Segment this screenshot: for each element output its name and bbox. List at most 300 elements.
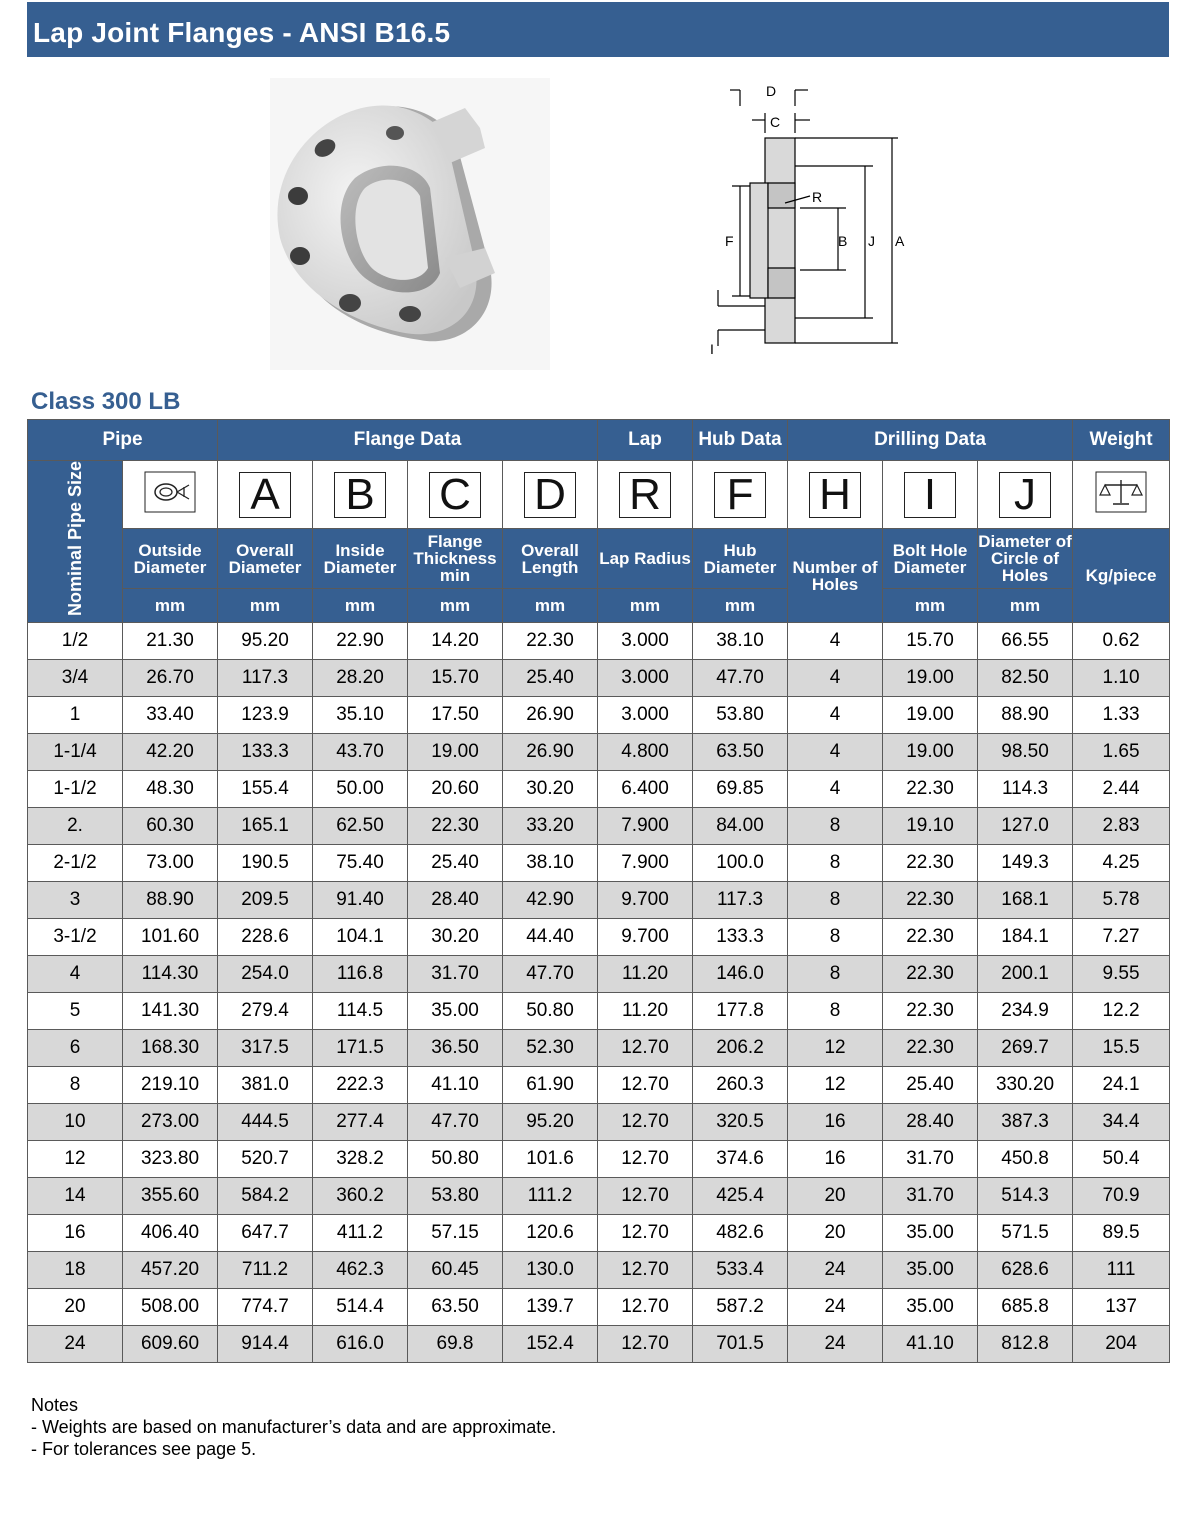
- table-cell: 12.70: [598, 1326, 693, 1363]
- table-cell: 100.0: [693, 845, 788, 882]
- table-cell: 571.5: [978, 1215, 1073, 1252]
- table-cell: 168.1: [978, 882, 1073, 919]
- notes: [31, 1394, 556, 1460]
- symbol-c: C: [429, 472, 481, 518]
- dim-label-i: I: [710, 341, 714, 357]
- table-cell: 14.20: [408, 623, 503, 660]
- table-cell: 10: [28, 1104, 123, 1141]
- table-cell: 53.80: [408, 1178, 503, 1215]
- table-cell: 8: [28, 1067, 123, 1104]
- table-cell: 66.55: [978, 623, 1073, 660]
- table-cell: 19.00: [408, 734, 503, 771]
- table-cell: 31.70: [883, 1178, 978, 1215]
- table-cell: 8: [788, 845, 883, 882]
- table-cell: 168.30: [123, 1030, 218, 1067]
- table-cell: 95.20: [218, 623, 313, 660]
- table-cell: 3/4: [28, 660, 123, 697]
- table-cell: 101.6: [503, 1141, 598, 1178]
- table-cell: 323.80: [123, 1141, 218, 1178]
- table-cell: 317.5: [218, 1030, 313, 1067]
- table-cell: 533.4: [693, 1252, 788, 1289]
- symbol-c-cell: [408, 461, 503, 529]
- table-cell: 88.90: [123, 882, 218, 919]
- kg-piece-header: Kg/piece: [1073, 529, 1170, 623]
- table-cell: 17.50: [408, 697, 503, 734]
- table-cell: 34.4: [1073, 1104, 1170, 1141]
- table-cell: 514.3: [978, 1178, 1073, 1215]
- table-cell: 774.7: [218, 1289, 313, 1326]
- table-cell: 171.5: [313, 1030, 408, 1067]
- table-cell: 1.33: [1073, 697, 1170, 734]
- table-cell: 22.30: [883, 771, 978, 808]
- scale-icon: [1095, 471, 1147, 513]
- table-cell: 28.40: [408, 882, 503, 919]
- symbol-d-cell: [503, 461, 598, 529]
- table-row: [28, 1067, 1170, 1104]
- flange-spec-table: [27, 419, 1170, 1363]
- table-cell: 381.0: [218, 1067, 313, 1104]
- table-cell: 2.: [28, 808, 123, 845]
- table-cell: 19.00: [883, 697, 978, 734]
- nominal-pipe-size-header: [28, 461, 123, 623]
- group-header-flange: Flange Data: [218, 420, 598, 461]
- table-cell: 3: [28, 882, 123, 919]
- symbol-r: R: [619, 472, 671, 518]
- table-cell: 111: [1073, 1252, 1170, 1289]
- outside-diameter-header: Outside Diameter: [123, 529, 218, 589]
- bolt-hole-diameter-header: Bolt Hole Diameter: [883, 529, 978, 589]
- table-cell: 6: [28, 1030, 123, 1067]
- table-cell: 47.70: [408, 1104, 503, 1141]
- table-cell: 47.70: [693, 660, 788, 697]
- table-body: [28, 623, 1170, 1363]
- table-cell: 120.6: [503, 1215, 598, 1252]
- table-cell: 5.78: [1073, 882, 1170, 919]
- dim-label-j: J: [868, 233, 875, 249]
- table-cell: 12.70: [598, 1178, 693, 1215]
- table-cell: 1.10: [1073, 660, 1170, 697]
- table-cell: 16: [788, 1104, 883, 1141]
- table-cell: 25.40: [883, 1067, 978, 1104]
- table-cell: 8: [788, 808, 883, 845]
- table-cell: 1.65: [1073, 734, 1170, 771]
- table-cell: 146.0: [693, 956, 788, 993]
- table-cell: 609.60: [123, 1326, 218, 1363]
- table-cell: 47.70: [503, 956, 598, 993]
- diameter-circle-header: Diameter of Circle of Holes: [978, 529, 1073, 589]
- table-cell: 3-1/2: [28, 919, 123, 956]
- table-cell: 43.70: [313, 734, 408, 771]
- table-cell: 260.3: [693, 1067, 788, 1104]
- table-cell: 155.4: [218, 771, 313, 808]
- table-row: [28, 1141, 1170, 1178]
- table-cell: 1/2: [28, 623, 123, 660]
- table-cell: 204: [1073, 1326, 1170, 1363]
- table-cell: 4: [28, 956, 123, 993]
- table-cell: 28.40: [883, 1104, 978, 1141]
- flange-illustration: [270, 78, 550, 370]
- table-cell: 200.1: [978, 956, 1073, 993]
- table-cell: 41.10: [408, 1067, 503, 1104]
- table-cell: 425.4: [693, 1178, 788, 1215]
- table-cell: 114.3: [978, 771, 1073, 808]
- table-cell: 3.000: [598, 660, 693, 697]
- table-cell: 35.00: [408, 993, 503, 1030]
- table-cell: 19.10: [883, 808, 978, 845]
- table-cell: 328.2: [313, 1141, 408, 1178]
- table-cell: 57.15: [408, 1215, 503, 1252]
- table-cell: 141.30: [123, 993, 218, 1030]
- number-of-holes-header: Number of Holes: [788, 529, 883, 623]
- table-cell: 4.25: [1073, 845, 1170, 882]
- symbol-i: I: [904, 472, 956, 518]
- table-cell: 3.000: [598, 623, 693, 660]
- table-cell: 6.400: [598, 771, 693, 808]
- unit-bolt-hole-diameter: mm: [883, 589, 978, 623]
- table-cell: 462.3: [313, 1252, 408, 1289]
- table-row: [28, 808, 1170, 845]
- table-cell: 114.30: [123, 956, 218, 993]
- unit-overall-length: mm: [503, 589, 598, 623]
- table-cell: 22.30: [883, 919, 978, 956]
- table-cell: 22.30: [883, 882, 978, 919]
- table-cell: 914.4: [218, 1326, 313, 1363]
- table-cell: 30.20: [503, 771, 598, 808]
- table-cell: 44.40: [503, 919, 598, 956]
- table-cell: 26.90: [503, 697, 598, 734]
- table-cell: 616.0: [313, 1326, 408, 1363]
- table-cell: 84.00: [693, 808, 788, 845]
- table-cell: 1: [28, 697, 123, 734]
- table-row: [28, 697, 1170, 734]
- table-row: [28, 1252, 1170, 1289]
- symbol-h: H: [809, 472, 861, 518]
- table-cell: 16: [788, 1141, 883, 1178]
- table-cell: 22.30: [883, 1030, 978, 1067]
- table-cell: 355.60: [123, 1178, 218, 1215]
- table-cell: 273.00: [123, 1104, 218, 1141]
- table-cell: 11.20: [598, 993, 693, 1030]
- table-cell: 18: [28, 1252, 123, 1289]
- table-cell: 60.30: [123, 808, 218, 845]
- table-cell: 35.00: [883, 1215, 978, 1252]
- table-cell: 234.9: [978, 993, 1073, 1030]
- nominal-pipe-size-label: Nominal Pipe Size: [65, 461, 85, 617]
- table-cell: 9.700: [598, 919, 693, 956]
- table-cell: 22.30: [883, 956, 978, 993]
- table-cell: 701.5: [693, 1326, 788, 1363]
- class-label: Class 300 LB: [31, 388, 181, 415]
- dim-label-f: F: [725, 233, 734, 249]
- table-cell: 33.20: [503, 808, 598, 845]
- title-bar: [27, 2, 1169, 57]
- table-cell: 406.40: [123, 1215, 218, 1252]
- table-row: [28, 919, 1170, 956]
- table-cell: 9.700: [598, 882, 693, 919]
- table-cell: 19.00: [883, 660, 978, 697]
- table-cell: 117.3: [693, 882, 788, 919]
- table-cell: 63.50: [693, 734, 788, 771]
- table-cell: 9.55: [1073, 956, 1170, 993]
- table-cell: 26.70: [123, 660, 218, 697]
- table-cell: 139.7: [503, 1289, 598, 1326]
- table-cell: 177.8: [693, 993, 788, 1030]
- table-cell: 101.60: [123, 919, 218, 956]
- table-cell: 450.8: [978, 1141, 1073, 1178]
- pipe-gauge-icon: [144, 471, 196, 513]
- table-cell: 12.2: [1073, 993, 1170, 1030]
- table-cell: 69.85: [693, 771, 788, 808]
- dim-label-r: R: [812, 189, 823, 205]
- table-cell: 31.70: [883, 1141, 978, 1178]
- table-cell: 22.30: [883, 845, 978, 882]
- unit-lap-radius: mm: [598, 589, 693, 623]
- table-cell: 647.7: [218, 1215, 313, 1252]
- symbol-i-cell: [883, 461, 978, 529]
- table-cell: 587.2: [693, 1289, 788, 1326]
- table-cell: 63.50: [408, 1289, 503, 1326]
- table-cell: 1-1/2: [28, 771, 123, 808]
- table-cell: 254.0: [218, 956, 313, 993]
- symbol-r-cell: [598, 461, 693, 529]
- table-cell: 4: [788, 734, 883, 771]
- table-cell: 127.0: [978, 808, 1073, 845]
- table-cell: 104.1: [313, 919, 408, 956]
- lap-radius-header: Lap Radius: [598, 529, 693, 589]
- symbol-a: A: [239, 472, 291, 518]
- table-row: [28, 1030, 1170, 1067]
- table-row: [28, 993, 1170, 1030]
- table-row: [28, 771, 1170, 808]
- table-cell: 12.70: [598, 1252, 693, 1289]
- table-cell: 62.50: [313, 808, 408, 845]
- table-cell: 685.8: [978, 1289, 1073, 1326]
- weight-symbol-cell: [1073, 461, 1170, 529]
- table-cell: 35.10: [313, 697, 408, 734]
- table-cell: 222.3: [313, 1067, 408, 1104]
- table-cell: 35.00: [883, 1289, 978, 1326]
- table-cell: 15.5: [1073, 1030, 1170, 1067]
- table-cell: 320.5: [693, 1104, 788, 1141]
- table-cell: 41.10: [883, 1326, 978, 1363]
- table-cell: 20: [788, 1178, 883, 1215]
- table-cell: 50.80: [408, 1141, 503, 1178]
- table-cell: 12: [28, 1141, 123, 1178]
- table-cell: 20: [28, 1289, 123, 1326]
- table-cell: 19.00: [883, 734, 978, 771]
- table-cell: 374.6: [693, 1141, 788, 1178]
- page-title: Lap Joint Flanges - ANSI B16.5: [33, 17, 451, 48]
- table-cell: 24: [788, 1252, 883, 1289]
- table-cell: 21.30: [123, 623, 218, 660]
- table-cell: 7.900: [598, 845, 693, 882]
- table-cell: 11.20: [598, 956, 693, 993]
- overall-length-header: Overall Length: [503, 529, 598, 589]
- table-cell: 25.40: [408, 845, 503, 882]
- table-cell: 12.70: [598, 1104, 693, 1141]
- table-cell: 8: [788, 993, 883, 1030]
- table-cell: 8: [788, 882, 883, 919]
- table-cell: 7.27: [1073, 919, 1170, 956]
- dim-label-c: C: [770, 114, 781, 130]
- table-cell: 4: [788, 623, 883, 660]
- table-cell: 209.5: [218, 882, 313, 919]
- table-row: [28, 623, 1170, 660]
- group-header-drilling: Drilling Data: [788, 420, 1073, 461]
- table-cell: 3.000: [598, 697, 693, 734]
- symbol-h-cell: [788, 461, 883, 529]
- table-cell: 24: [788, 1289, 883, 1326]
- table-cell: 184.1: [978, 919, 1073, 956]
- symbol-f-cell: [693, 461, 788, 529]
- table-cell: 206.2: [693, 1030, 788, 1067]
- table-cell: 95.20: [503, 1104, 598, 1141]
- table-cell: 12: [788, 1067, 883, 1104]
- table-cell: 444.5: [218, 1104, 313, 1141]
- table-cell: 36.50: [408, 1030, 503, 1067]
- unit-outside-diameter: mm: [123, 589, 218, 623]
- table-cell: 52.30: [503, 1030, 598, 1067]
- overall-diameter-header: Overall Diameter: [218, 529, 313, 589]
- table-cell: 116.8: [313, 956, 408, 993]
- notes-heading: Notes: [31, 1395, 79, 1415]
- table-cell: 360.2: [313, 1178, 408, 1215]
- table-cell: 16: [28, 1215, 123, 1252]
- table-cell: 20.60: [408, 771, 503, 808]
- table-cell: 26.90: [503, 734, 598, 771]
- table-cell: 91.40: [313, 882, 408, 919]
- table-cell: 1-1/4: [28, 734, 123, 771]
- table-cell: 279.4: [218, 993, 313, 1030]
- table-cell: 89.5: [1073, 1215, 1170, 1252]
- table-cell: 812.8: [978, 1326, 1073, 1363]
- table-cell: 711.2: [218, 1252, 313, 1289]
- symbol-d: D: [524, 472, 576, 518]
- flange-thickness-header: Flange Thickness min: [408, 529, 503, 589]
- table-cell: 24: [788, 1326, 883, 1363]
- table-cell: 22.30: [408, 808, 503, 845]
- table-cell: 137: [1073, 1289, 1170, 1326]
- table-cell: 114.5: [313, 993, 408, 1030]
- table-cell: 4: [788, 771, 883, 808]
- table-cell: 15.70: [883, 623, 978, 660]
- notes-line-2: - For tolerances see page 5.: [31, 1439, 257, 1459]
- table-cell: 88.90: [978, 697, 1073, 734]
- table-cell: 73.00: [123, 845, 218, 882]
- table-cell: 61.90: [503, 1067, 598, 1104]
- dim-label-a: A: [895, 233, 905, 249]
- table-cell: 269.7: [978, 1030, 1073, 1067]
- table-cell: 5: [28, 993, 123, 1030]
- table-cell: 82.50: [978, 660, 1073, 697]
- hub-diameter-header: Hub Diameter: [693, 529, 788, 589]
- table-cell: 165.1: [218, 808, 313, 845]
- table-cell: 33.40: [123, 697, 218, 734]
- table-cell: 8: [788, 956, 883, 993]
- unit-hub-diameter: mm: [693, 589, 788, 623]
- symbol-b: B: [334, 472, 386, 518]
- table-cell: 149.3: [978, 845, 1073, 882]
- table-cell: 584.2: [218, 1178, 313, 1215]
- table-cell: 12.70: [598, 1067, 693, 1104]
- table-cell: 228.6: [218, 919, 313, 956]
- table-cell: 42.90: [503, 882, 598, 919]
- table-row: [28, 660, 1170, 697]
- table-row: [28, 845, 1170, 882]
- table-cell: 22.90: [313, 623, 408, 660]
- symbol-j-cell: [978, 461, 1073, 529]
- table-cell: 520.7: [218, 1141, 313, 1178]
- table-cell: 30.20: [408, 919, 503, 956]
- table-cell: 111.2: [503, 1178, 598, 1215]
- table-cell: 133.3: [693, 919, 788, 956]
- table-cell: 75.40: [313, 845, 408, 882]
- table-cell: 152.4: [503, 1326, 598, 1363]
- table-cell: 4: [788, 660, 883, 697]
- symbol-b-cell: [313, 461, 408, 529]
- group-header-hub: Hub Data: [693, 420, 788, 461]
- symbol-j: J: [999, 472, 1051, 518]
- table-cell: 38.10: [503, 845, 598, 882]
- table-cell: 24.1: [1073, 1067, 1170, 1104]
- table-cell: 411.2: [313, 1215, 408, 1252]
- unit-overall-diameter: mm: [218, 589, 313, 623]
- table-cell: 15.70: [408, 660, 503, 697]
- flange-cross-section-drawing: [700, 78, 920, 360]
- table-cell: 457.20: [123, 1252, 218, 1289]
- table-cell: 70.9: [1073, 1178, 1170, 1215]
- unit-diameter-circle: mm: [978, 589, 1073, 623]
- table-row: [28, 882, 1170, 919]
- table-cell: 130.0: [503, 1252, 598, 1289]
- table-cell: 123.9: [218, 697, 313, 734]
- table-cell: 24: [28, 1326, 123, 1363]
- group-header-pipe: Pipe: [28, 420, 218, 461]
- table-cell: 117.3: [218, 660, 313, 697]
- table-cell: 38.10: [693, 623, 788, 660]
- table-row: [28, 1178, 1170, 1215]
- table-cell: 53.80: [693, 697, 788, 734]
- table-cell: 190.5: [218, 845, 313, 882]
- pipe-symbol-cell: [123, 461, 218, 529]
- table-row: [28, 1326, 1170, 1363]
- table-cell: 20: [788, 1215, 883, 1252]
- table-row: [28, 1215, 1170, 1252]
- table-row: [28, 1289, 1170, 1326]
- table-cell: 12: [788, 1030, 883, 1067]
- symbol-f: F: [714, 472, 766, 518]
- table-cell: 25.40: [503, 660, 598, 697]
- dim-label-d: D: [766, 83, 777, 99]
- table-cell: 4: [788, 697, 883, 734]
- group-header-weight: Weight: [1073, 420, 1170, 461]
- dim-label-b: B: [838, 233, 848, 249]
- table-cell: 60.45: [408, 1252, 503, 1289]
- table-cell: 330.20: [978, 1067, 1073, 1104]
- symbol-a-cell: [218, 461, 313, 529]
- table-cell: 219.10: [123, 1067, 218, 1104]
- table-cell: 50.00: [313, 771, 408, 808]
- table-cell: 4.800: [598, 734, 693, 771]
- table-cell: 508.00: [123, 1289, 218, 1326]
- table-cell: 514.4: [313, 1289, 408, 1326]
- group-header-lap: Lap: [598, 420, 693, 461]
- table-cell: 98.50: [978, 734, 1073, 771]
- table-cell: 35.00: [883, 1252, 978, 1289]
- table-row: [28, 1104, 1170, 1141]
- table-cell: 0.62: [1073, 623, 1170, 660]
- table-cell: 28.20: [313, 660, 408, 697]
